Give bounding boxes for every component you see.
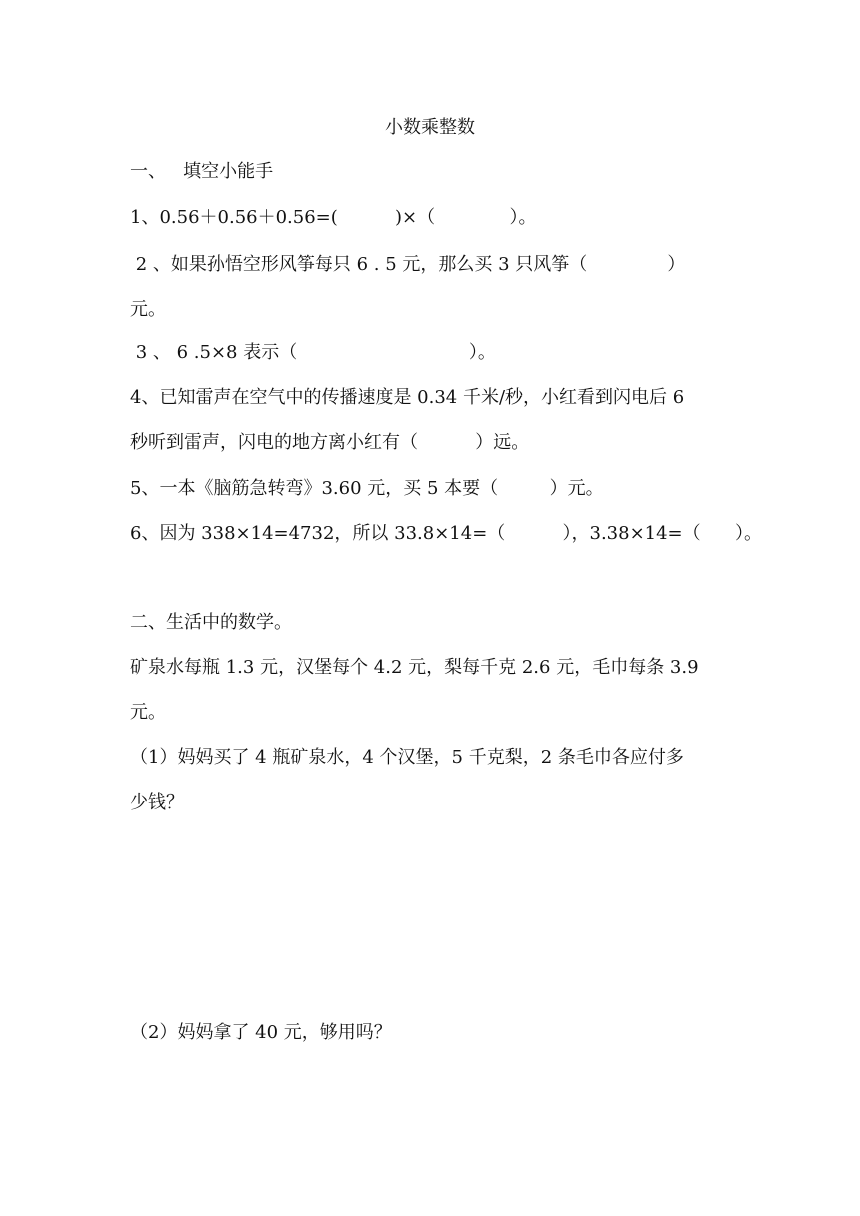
question-2-line1: 2 、如果孙悟空形风筝每只 6 . 5 元，那么买 3 只风筝（ ）	[130, 254, 686, 275]
question-2-line2: 元。	[130, 299, 166, 320]
question-6: 6、因为 338×14=4732，所以 33.8×14=（ ），3.38×14=（ ）。	[130, 523, 762, 544]
problem-2: （2）妈妈拿了 40 元，够用吗？	[130, 1022, 392, 1043]
prices-line1: 矿泉水每瓶 1.3 元，汉堡每个 4.2 元，梨每千克 2.6 元，毛巾每条 3.9	[130, 657, 699, 678]
question-4-line2: 秒听到雷声，闪电的地方离小红有（ ）远。	[130, 432, 530, 453]
question-5: 5、一本《脑筋急转弯》3.60 元，买 5 本要（ ）元。	[130, 478, 604, 499]
problem-1-line1: （1）妈妈买了 4 瓶矿泉水，4 个汉堡，5 千克梨，2 条毛巾各应付多	[130, 747, 684, 768]
section2-heading: 二、生活中的数学。	[130, 612, 292, 633]
prices-line2: 元。	[130, 702, 166, 723]
page-title: 小数乘整数	[385, 117, 475, 138]
problem-1-line2: 少钱？	[130, 792, 184, 813]
question-1: 1、0.56＋0.56＋0.56=( )×（ ）。	[130, 207, 537, 228]
question-4-line1: 4、已知雷声在空气中的传播速度是 0.34 千米/秒，小红看到闪电后 6	[130, 387, 685, 408]
question-3: 3 、 6 .5×8 表示（ ）。	[130, 342, 496, 363]
section1-heading: 一、 填空小能手	[130, 161, 274, 182]
